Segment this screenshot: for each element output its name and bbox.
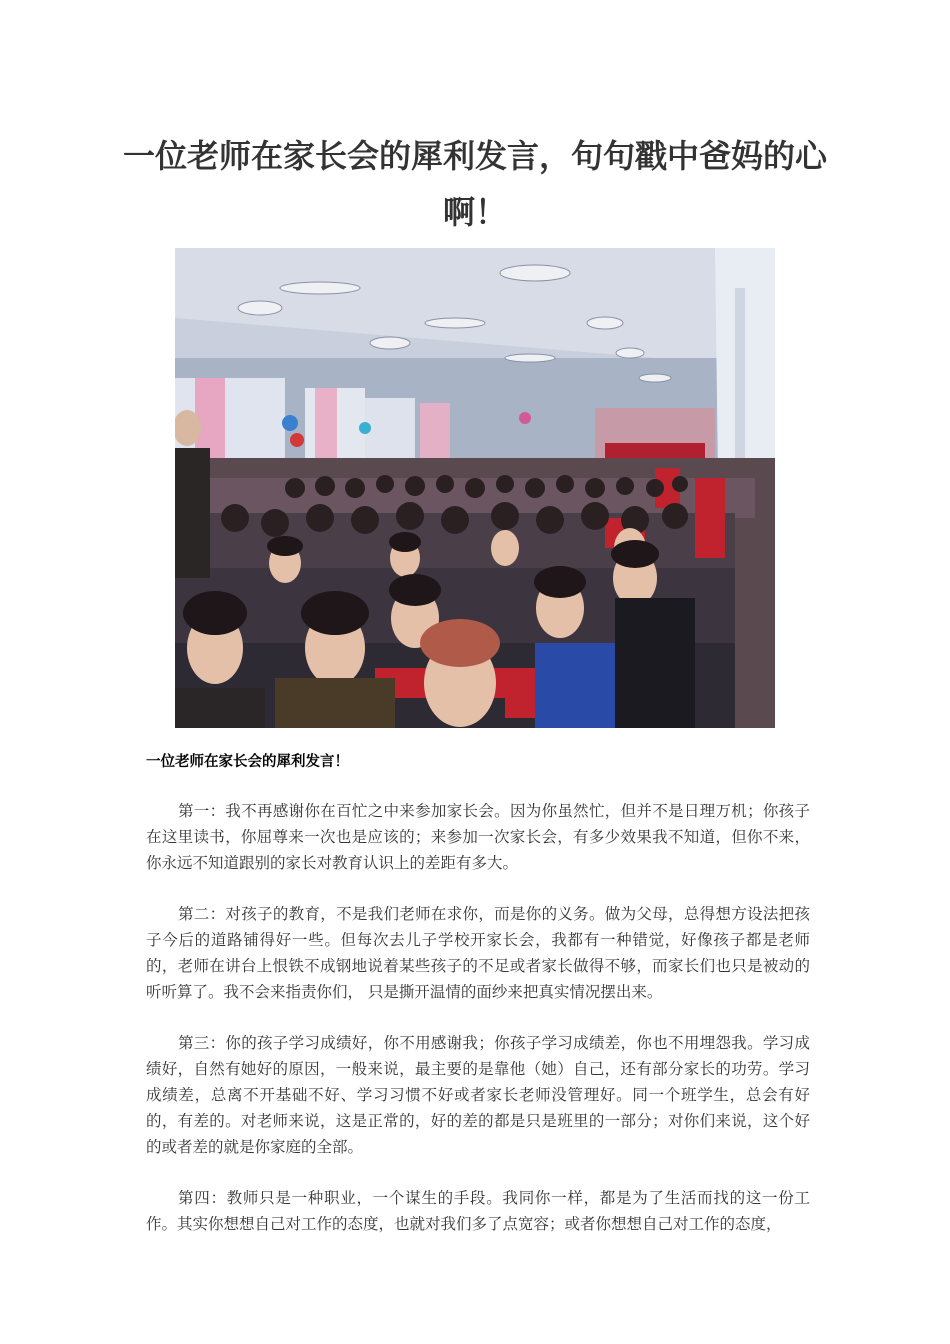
paragraph-1: 第一：我不再感谢你在百忙之中来参加家长会。因为你虽然忙，但并不是日理万机；你孩子在这里读书，你屈尊来一次也是应该的；来参加一次家长会，有多少效果我不知道，但你不来，你永远不知道跟别的家长对教育认识上的差距有多大。 (146, 802, 810, 872)
article-subheading: 一位老师在家长会的犀利发言！ (146, 754, 349, 770)
paragraph-4: 第四：教师只是一种职业，一个谋生的手段。我同你一样，都是为了生活而找的这一份工作。其实你想想自己对工作的态度，也就对我们多了点宽容；或者你想想自己对工作的态度， (146, 1189, 810, 1233)
article-photo (175, 248, 775, 728)
paragraph-3: 第三：你的孩子学习成绩好，你不用感谢我；你孩子学习成绩差，你也不用埋怨我。学习成绩好，自然有她好的原因，一般来说，最主要的是靠他（她）自己，还有部分家长的功劳。学习成绩差，总离不开基础不好、学习习惯不好或者家长老师没管理好。同一个班学生，总会有好的，有差的。对老师来说，这是正常的，好的差的都是只是班里的一部分；对你们来说，这个好的或者差的就是你家庭的全部。 (146, 1034, 810, 1156)
article-body (146, 798, 810, 1262)
paragraph-2: 第二：对孩子的教育，不是我们老师在求你，而是你的义务。做为父母，总得想方设法把孩子今后的道路铺得好一些。但每次去儿子学校开家长会，我都有一种错觉，好像孩子都是老师的，老师在讲台上恨铁不成钢地说着某些孩子的不足或者家长做得不够，而家长们也只是被动的听听算了。我不会来指责你们， 只是撕开温情的面纱来把真实情况摆出来。 (146, 905, 810, 1001)
article-title: 一位老师在家长会的犀利发言，句句戳中爸妈的心啊！ (122, 137, 827, 231)
